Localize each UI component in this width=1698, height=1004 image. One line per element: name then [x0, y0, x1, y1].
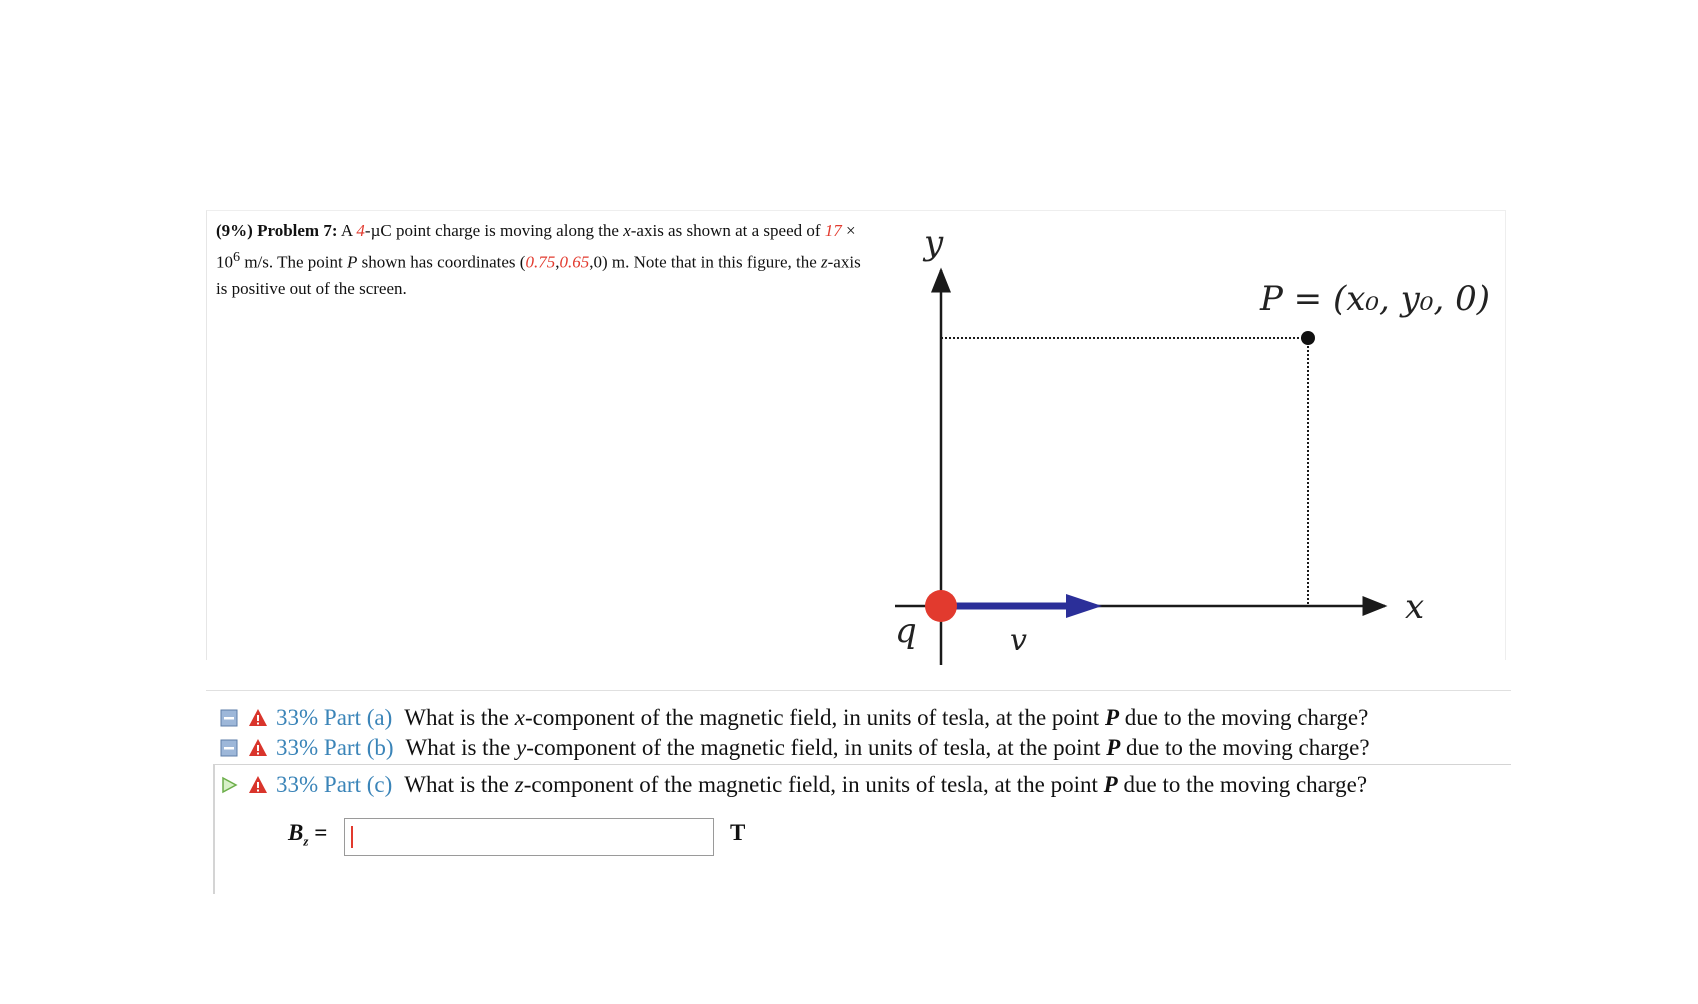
answer-equals: = — [308, 820, 328, 845]
problem-statement — [216, 218, 876, 302]
question-text: due to the moving charge? — [1117, 772, 1368, 797]
question-text: What is the — [404, 705, 515, 730]
statement-text: shown has coordinates ( — [357, 252, 526, 272]
statement-text: -axis is positive out of the screen. — [216, 252, 861, 298]
text-caret — [351, 826, 353, 848]
p-variable: P — [1104, 705, 1119, 730]
charge-label: q — [895, 611, 917, 651]
part-a-question — [404, 705, 1368, 731]
warning-icon — [248, 708, 268, 728]
coordinate-figure — [880, 210, 1510, 670]
p-variable: P — [1106, 735, 1121, 760]
statement-text: , — [555, 252, 560, 272]
bz-answer-input[interactable] — [344, 818, 714, 856]
point-p-label: P = (x₀, y₀, 0) — [1260, 279, 1491, 319]
part-a-row[interactable] — [220, 703, 1368, 733]
p-variable: P — [1103, 772, 1118, 797]
velocity-label: v — [1010, 623, 1027, 658]
x-axis-label: x — [1405, 587, 1425, 627]
question-text: due to the moving charge? — [1119, 705, 1369, 730]
warning-icon — [248, 738, 268, 758]
x0-value: 0.75 — [525, 252, 556, 272]
statement-text: -axis as shown at a speed of — [630, 221, 825, 240]
question-text: What is the — [405, 735, 517, 760]
y-axis-label: y — [924, 223, 944, 263]
answer-symbol: B — [288, 820, 304, 845]
answer-label — [288, 820, 327, 850]
question-text: -component of the magnetic field, in units of tesla, at the point — [526, 735, 1107, 760]
statement-text: × 10 — [216, 221, 856, 272]
question-text: -component of the magnetic field, in units of tesla, at the point — [524, 705, 1105, 730]
speed-exponent: 6 — [233, 249, 241, 265]
part-c-row[interactable] — [220, 770, 1367, 800]
collapse-icon[interactable] — [220, 739, 238, 757]
statement-text: ,0) m. Note that in this figure, the — [589, 252, 822, 272]
p-variable: P — [346, 252, 358, 272]
question-text: -component of the magnetic field, in units of tesla, at the point — [523, 772, 1104, 797]
x-variable: x — [623, 221, 631, 240]
charge-value: 4 — [356, 221, 365, 240]
part-c-link[interactable]: 33% Part (c) — [276, 772, 393, 797]
statement-text: A — [340, 221, 357, 240]
part-b-row[interactable] — [220, 733, 1370, 763]
y0-value: 0.65 — [559, 252, 590, 272]
answer-unit: T — [730, 820, 746, 845]
play-icon[interactable] — [220, 776, 238, 794]
collapse-icon[interactable] — [220, 709, 238, 727]
component-variable: y — [516, 735, 527, 760]
part-b-question — [406, 735, 1370, 761]
statement-text: -µC point charge is moving along the — [364, 221, 624, 240]
part-b-link[interactable]: 33% Part (b) — [276, 735, 394, 760]
z-variable: z — [821, 252, 828, 272]
problem-weight: (9%) — [216, 221, 253, 240]
component-variable: z — [514, 772, 524, 797]
part-c-question — [404, 772, 1367, 798]
charge-q — [925, 590, 957, 622]
statement-text: m/s. The point — [240, 252, 347, 272]
problem-title: Problem 7: — [257, 221, 338, 240]
question-text: due to the moving charge? — [1120, 735, 1370, 760]
point-p — [1301, 331, 1315, 345]
question-text: What is the — [404, 772, 515, 797]
answer-subscript: z — [303, 833, 309, 849]
warning-icon — [248, 775, 268, 795]
part-a-link[interactable]: 33% Part (a) — [276, 705, 393, 730]
parts-separator — [206, 690, 1511, 691]
component-variable: x — [514, 705, 525, 730]
speed-value: 17 — [824, 221, 842, 240]
velocity-arrowhead — [1066, 594, 1102, 618]
